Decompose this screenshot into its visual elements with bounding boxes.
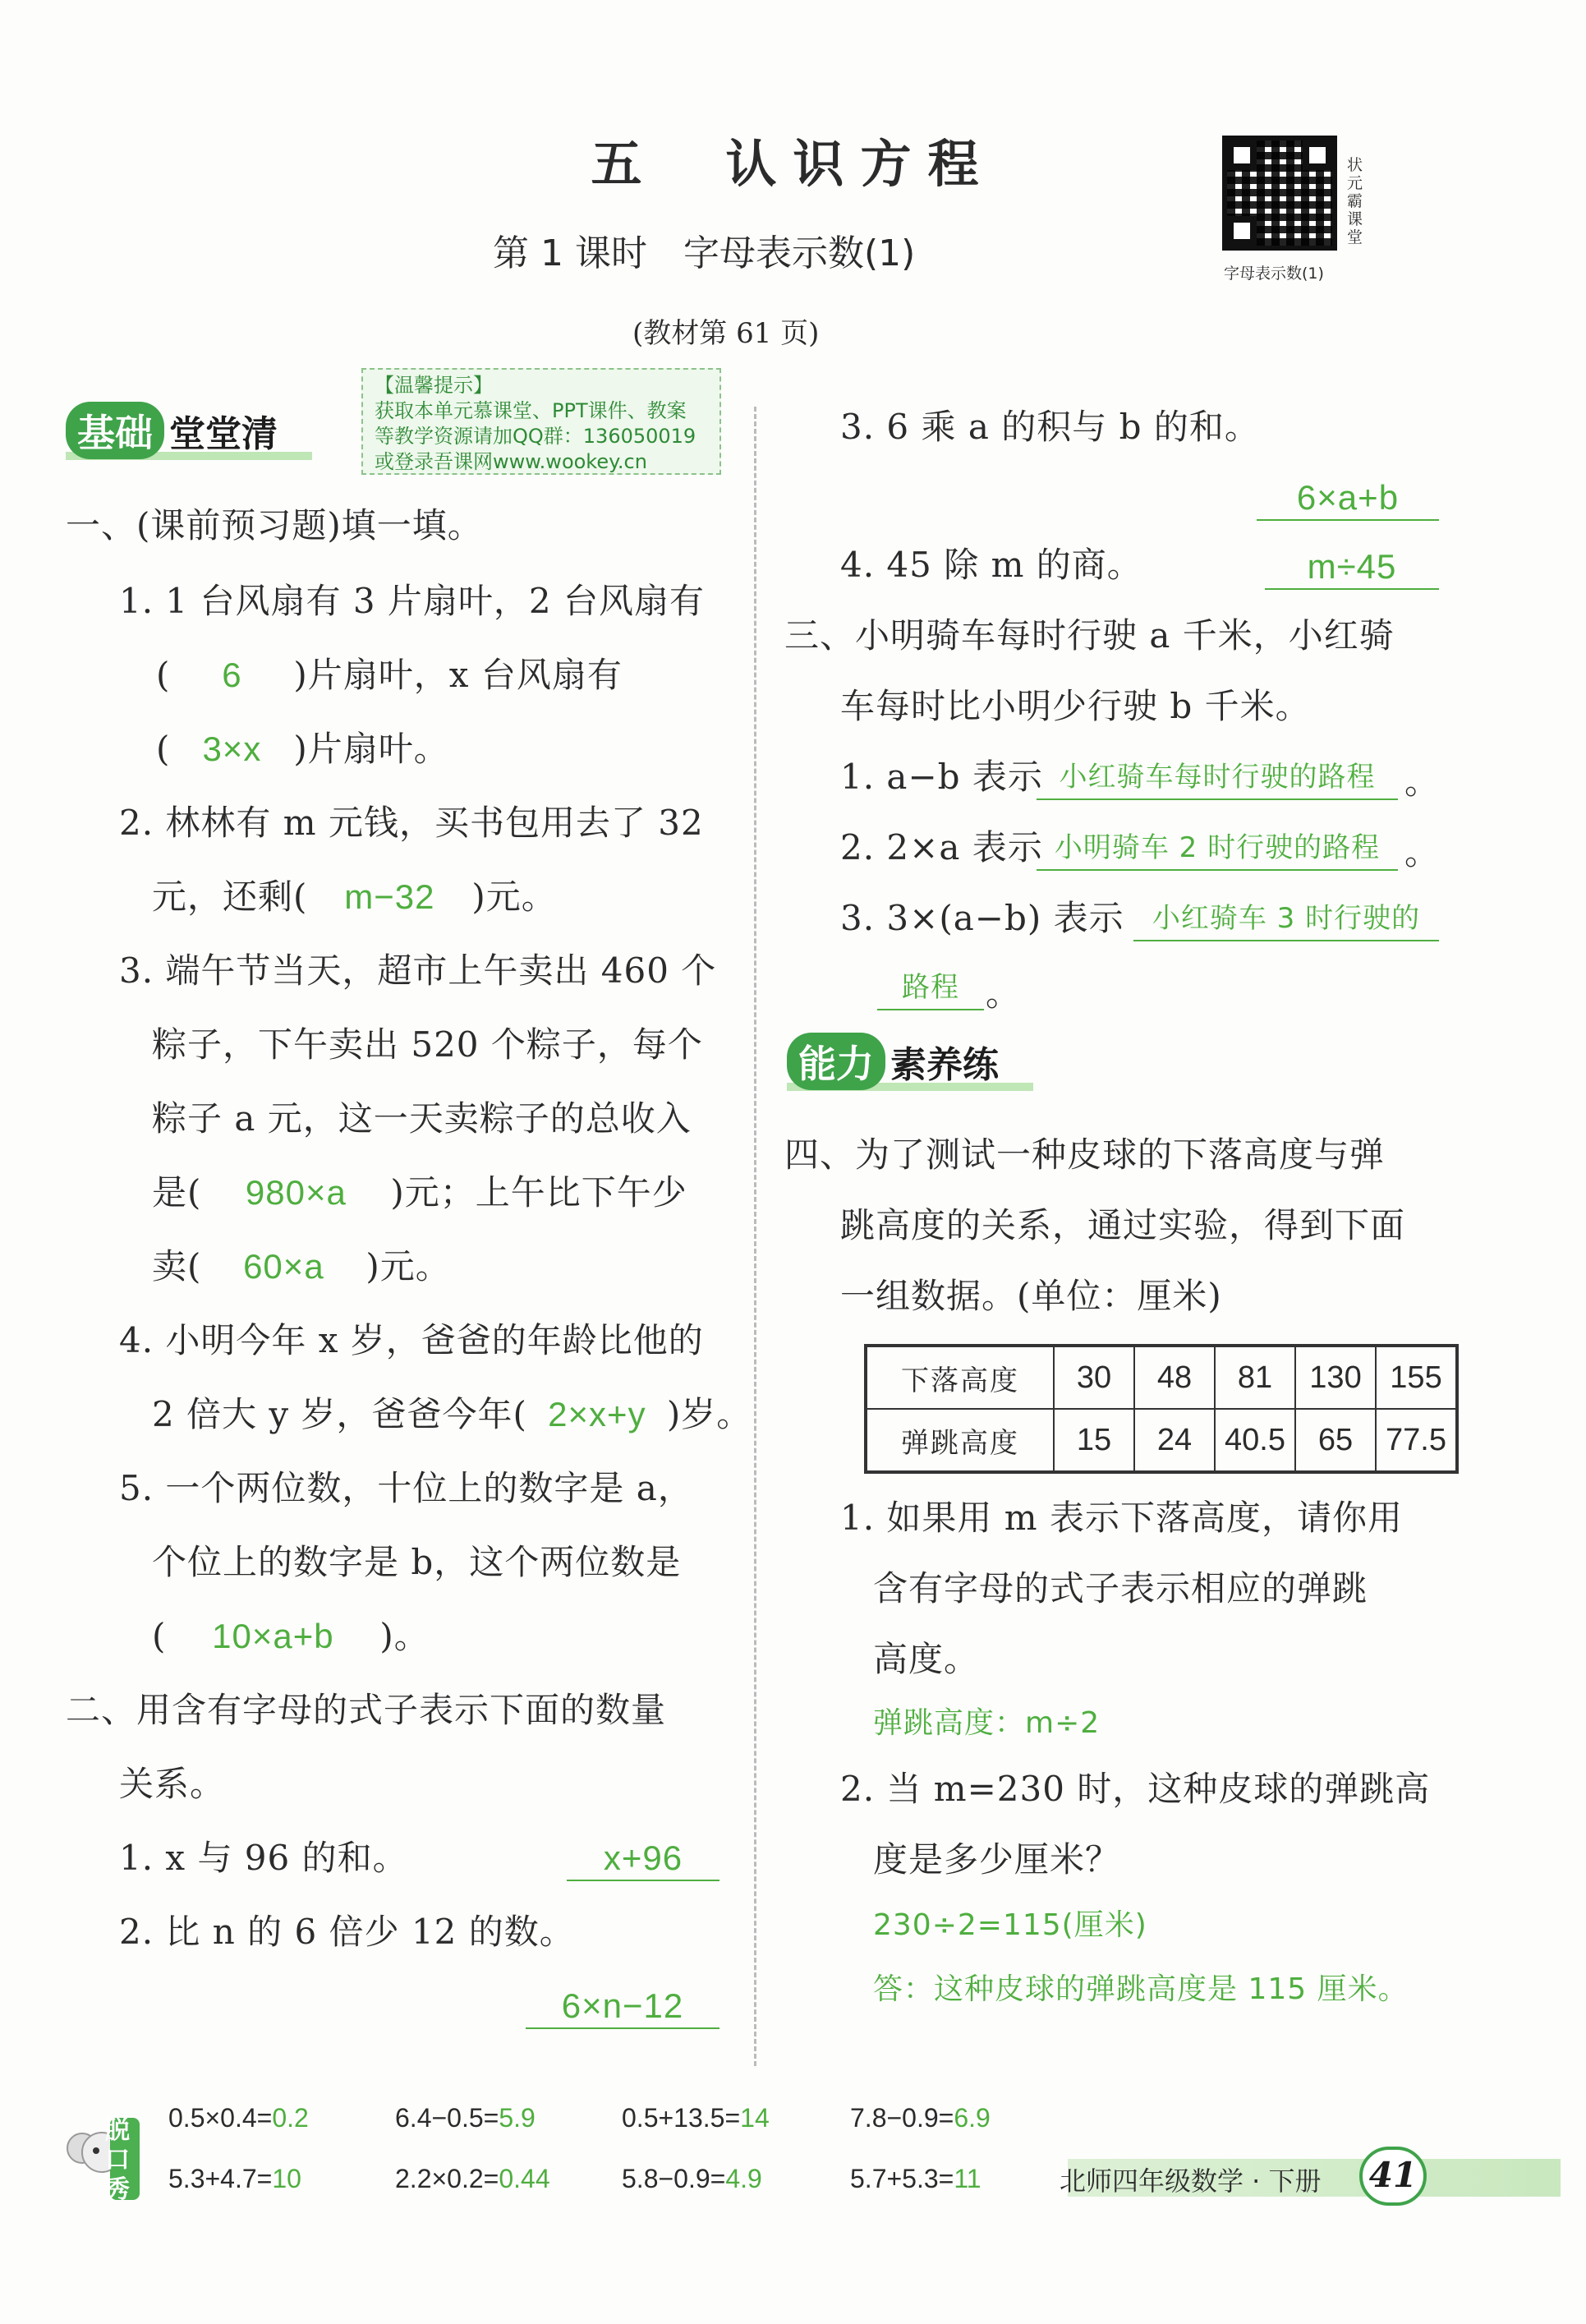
oral-item: 5.8−0.9=4.9 xyxy=(622,2164,762,2193)
answer-line[interactable]: 6×a+b xyxy=(1257,476,1439,521)
table-header-cell: 下落高度 xyxy=(866,1346,1054,1409)
q4-sub2-line2: 度是多少厘米？ xyxy=(873,1839,1121,1880)
answer-line[interactable]: 6×n−12 xyxy=(526,1985,719,2029)
oral-item: 0.5×0.4=0.2 xyxy=(168,2103,309,2133)
oral-label: 脱口秀 xyxy=(105,2116,130,2204)
lesson-title: 第 1 课时 字母表示数(1) xyxy=(493,232,916,274)
q4-sub1-line2: 含有字母的式子表示相应的弹跳 xyxy=(873,1568,1368,1608)
q1-item3-line4: 是( 980×a )元；上午比下午少 xyxy=(152,1172,687,1213)
q1-item3-line5: 卖( 60×a )元。 xyxy=(152,1246,451,1286)
section-basic-badge xyxy=(66,401,312,460)
q1-item2-line1: 2. 林林有 m 元钱，买书包用去了 32 xyxy=(119,803,704,843)
tip-box xyxy=(361,368,721,475)
q1-item4-line1: 4. 小明今年 x 岁，爸爸的年龄比他的 xyxy=(119,1320,704,1360)
table-header-cell: 弹跳高度 xyxy=(866,1409,1054,1472)
table-row xyxy=(866,1409,1457,1472)
tip-line: 获取本单元慕课堂、PPT课件、教案 xyxy=(375,399,687,422)
qr-caption: 字母表示数(1) xyxy=(1224,265,1324,283)
tip-line: 等教学资源请加QQ群：136050019 xyxy=(375,425,696,448)
answer-blank[interactable]: 980×a xyxy=(245,1173,347,1212)
answer-text[interactable]: 230÷2=115(厘米) xyxy=(873,1908,1147,1942)
qr-finder-icon xyxy=(1227,216,1257,246)
q1-heading: 一、(课前预习题)填一填。 xyxy=(66,505,483,545)
q2-item4: 4. 45 除 m 的商。 xyxy=(840,545,1142,585)
answer-line[interactable]: 小明骑车 2 时行驶的路程 xyxy=(1037,826,1398,871)
q4-heading-line1: 四、为了测试一种皮球的下落高度与弹 xyxy=(784,1134,1386,1175)
q3-item2: 2. 2×a 表示 xyxy=(840,827,1043,867)
tip-line[interactable]: 或登录吾课网www.wookey.cn xyxy=(375,450,647,473)
section-ability-badge xyxy=(787,1032,1033,1091)
answer-blank[interactable]: 60×a xyxy=(243,1247,324,1286)
q2-heading-line2: 关系。 xyxy=(119,1764,226,1804)
qr-side-label: 状元霸课堂 xyxy=(1347,156,1363,246)
table-cell: 130 xyxy=(1295,1346,1376,1409)
q1-item3-line2: 粽子，下午卖出 520 个粽子，每个 xyxy=(152,1024,703,1065)
qr-code-icon[interactable] xyxy=(1222,136,1337,251)
table-cell: 30 xyxy=(1054,1346,1134,1409)
q1-item3-line3: 粽子 a 元，这一天卖粽子的总收入 xyxy=(152,1098,692,1139)
q1-item5-line2: 个位上的数字是 b，这个两位数是 xyxy=(152,1542,682,1582)
table-cell: 24 xyxy=(1134,1409,1215,1472)
answer-line[interactable]: 小红骑车每时行驶的路程 xyxy=(1037,756,1398,800)
oral-item: 2.2×0.2=0.44 xyxy=(395,2164,550,2193)
answer-text[interactable]: 弹跳高度：m÷2 xyxy=(873,1706,1101,1740)
q3-heading-line1: 三、小明骑车每时行驶 a 千米，小红骑 xyxy=(784,615,1395,656)
q4-heading-line3: 一组数据。(单位：厘米) xyxy=(840,1276,1222,1316)
badge-highlight: 能力 xyxy=(787,1033,885,1090)
answer-blank[interactable]: 10×a+b xyxy=(212,1617,334,1655)
q1-item5-line1: 5. 一个两位数，十位上的数字是 a， xyxy=(119,1468,693,1508)
period: 。 xyxy=(1404,832,1441,872)
table-cell: 65 xyxy=(1295,1409,1376,1472)
q2-item2: 2. 比 n 的 6 倍少 12 的数。 xyxy=(119,1912,575,1952)
period: 。 xyxy=(986,973,1022,1014)
oral-item: 5.7+5.3=11 xyxy=(850,2164,981,2193)
q3-heading-line2: 车每时比小明少行驶 b 千米。 xyxy=(840,686,1311,726)
answer-blank[interactable]: m−32 xyxy=(344,877,435,916)
answer-text[interactable]: 答：这种皮球的弹跳高度是 115 厘米。 xyxy=(873,1972,1409,2006)
answer-line[interactable]: x+96 xyxy=(567,1837,719,1881)
q1-item5-line3: ( 10×a+b )。 xyxy=(152,1616,430,1656)
oral-item: 5.3+4.7=10 xyxy=(168,2164,301,2193)
q4-sub1-line1: 1. 如果用 m 表示下落高度，请你用 xyxy=(840,1498,1403,1538)
q1-item1-line3: ( 3×x )片扇叶。 xyxy=(156,729,449,769)
q4-sub1-line3: 高度。 xyxy=(873,1639,980,1679)
oral-item: 6.4−0.5=5.9 xyxy=(395,2103,536,2133)
badge-highlight: 基础 xyxy=(66,402,164,459)
q4-sub2-line1: 2. 当 m=230 时，这种皮球的弹跳高 xyxy=(840,1769,1431,1809)
oral-item: 0.5+13.5=14 xyxy=(622,2103,770,2133)
q1-item1-line1: 1. 1 台风扇有 3 片扇叶，2 台风扇有 xyxy=(119,581,705,621)
answer-blank[interactable]: 6 xyxy=(222,656,242,694)
table-cell: 77.5 xyxy=(1376,1409,1457,1472)
q4-heading-line2: 跳高度的关系，通过实验，得到下面 xyxy=(840,1205,1406,1245)
table-cell: 15 xyxy=(1054,1409,1134,1472)
answer-blank[interactable]: 3×x xyxy=(202,729,262,768)
table-cell: 81 xyxy=(1215,1346,1295,1409)
q3-item3: 3. 3×(a−b) 表示 xyxy=(840,898,1124,938)
page-note: (教材第 61 页) xyxy=(632,317,820,350)
answer-line[interactable]: 小红骑车 3 时行驶的 xyxy=(1133,897,1439,941)
q1-item2-line2: 元，还剩( m−32 )元。 xyxy=(152,877,557,917)
tip-line: 【温馨提示】 xyxy=(375,374,493,397)
answer-blank[interactable]: 2×x+y xyxy=(548,1395,646,1434)
badge-text: 堂堂清 xyxy=(169,413,278,455)
q2-heading-line1: 二、用含有字母的式子表示下面的数量 xyxy=(66,1690,667,1730)
page-number: 41 xyxy=(1359,2147,1427,2206)
qr-finder-icon xyxy=(1303,140,1332,170)
badge-text: 素养练 xyxy=(890,1044,999,1086)
table-cell: 40.5 xyxy=(1215,1409,1295,1472)
table-cell: 155 xyxy=(1376,1346,1457,1409)
q1-item1-line2: ( 6 )片扇叶，x 台风扇有 xyxy=(156,655,623,695)
column-divider xyxy=(754,407,756,2066)
qr-finder-icon xyxy=(1227,140,1257,170)
data-table xyxy=(864,1344,1459,1474)
q2-item3: 3. 6 乘 a 的积与 b 的和。 xyxy=(840,407,1260,447)
q1-item4-line2: 2 倍大 y 岁，爸爸今年( 2×x+y )岁。 xyxy=(152,1394,752,1434)
oral-item: 7.8−0.9=6.9 xyxy=(850,2103,991,2133)
q1-item3-line1: 3. 端午节当天，超市上午卖出 460 个 xyxy=(119,950,717,991)
book-title: 北师四年级数学 · 下册 xyxy=(1060,2165,1322,2197)
answer-line[interactable]: 路程 xyxy=(877,966,984,1010)
table-row xyxy=(866,1346,1457,1409)
unit-title: 五 认识方程 xyxy=(591,134,995,194)
q3-item1: 1. a−b 表示 xyxy=(840,757,1043,797)
period: 。 xyxy=(1404,762,1441,802)
answer-line[interactable]: m÷45 xyxy=(1265,545,1439,590)
q2-item1: 1. x 与 96 的和。 xyxy=(119,1838,408,1878)
table-cell: 48 xyxy=(1134,1346,1215,1409)
